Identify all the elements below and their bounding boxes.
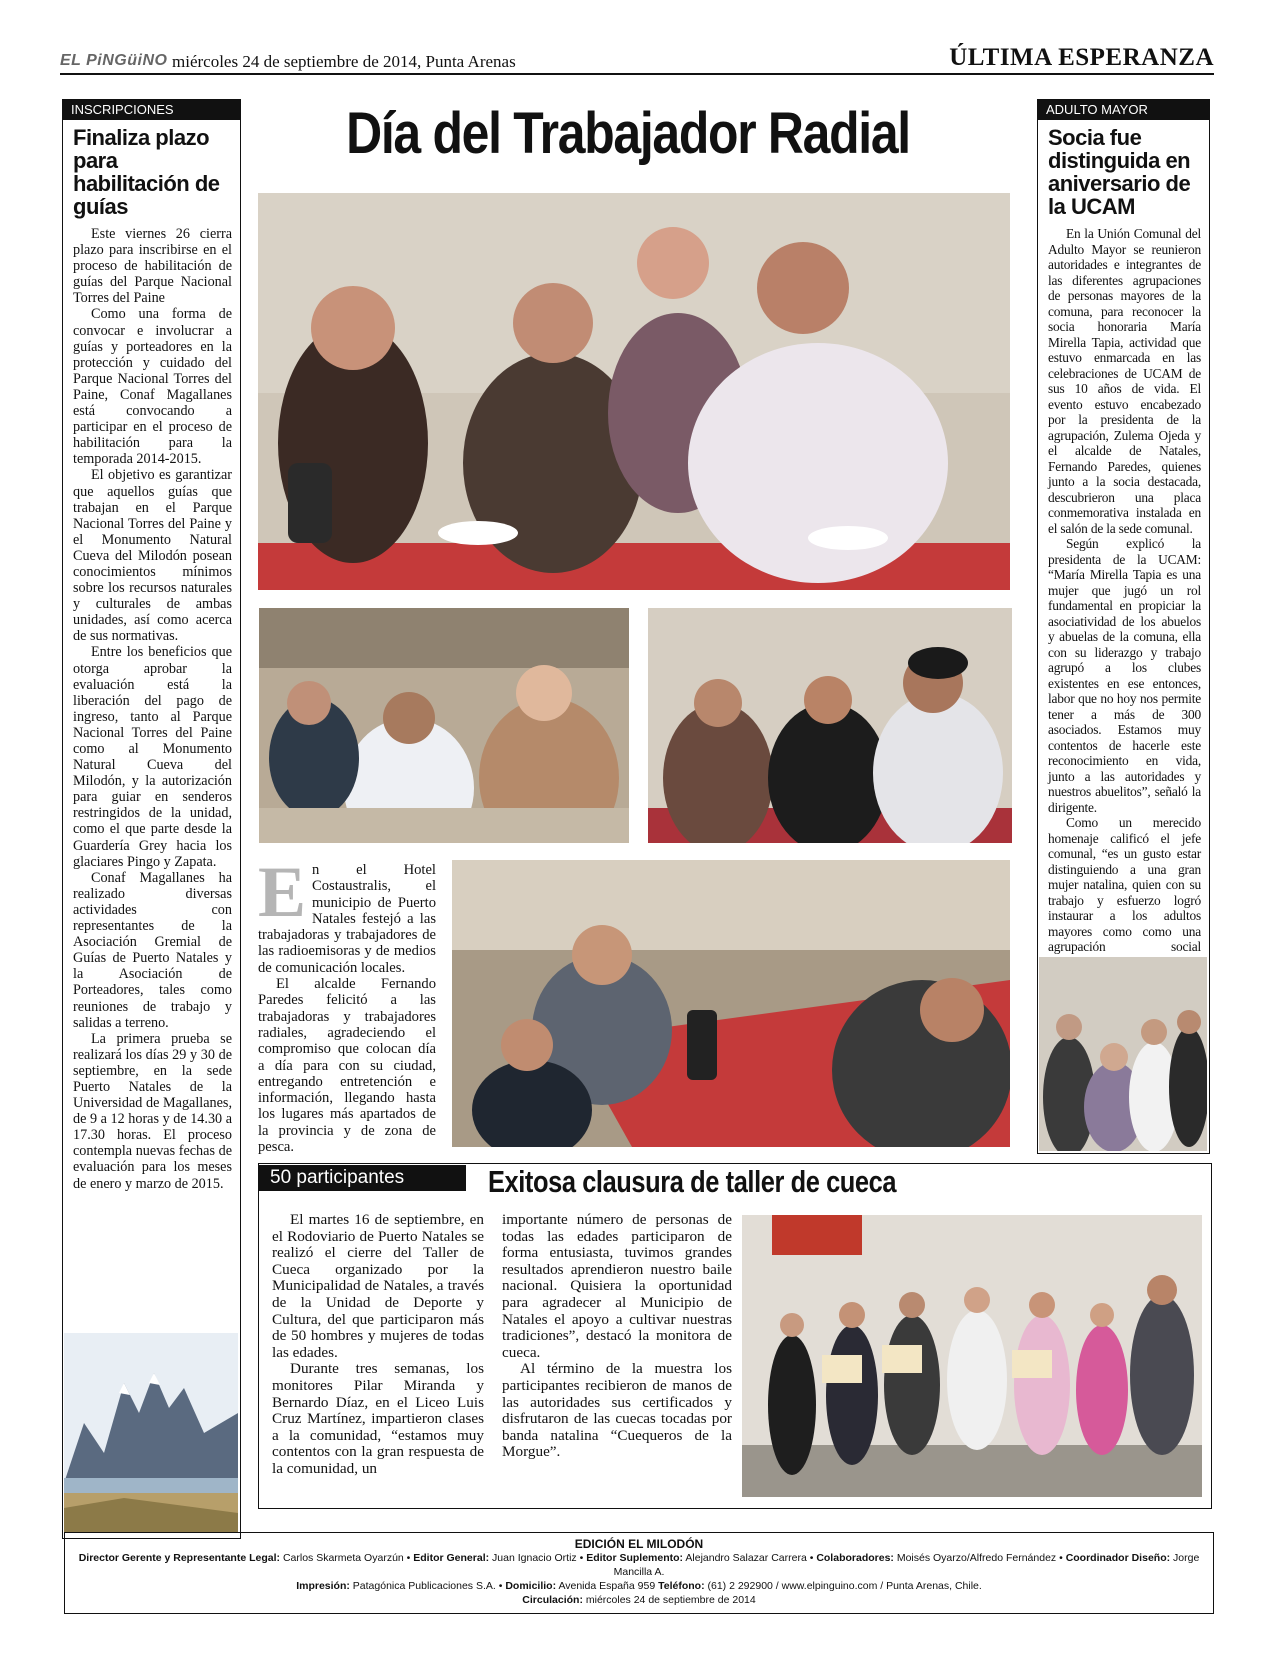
newspaper-logo: EL PiNGüiNO bbox=[60, 52, 168, 69]
event-photo-table bbox=[259, 608, 629, 843]
paragraph: Conaf Magallanes ha realizado diversas actividades con representantes de la Asociación Gremial de Guías de Puerto Natales y la Asociación de Porteadores, tales como reuniones de trabajo y salidas a terreno. bbox=[73, 869, 232, 1031]
credits-line-3 bbox=[65, 1593, 1213, 1607]
section-title: ÚLTIMA ESPERANZA bbox=[949, 44, 1214, 71]
credit-value: Patagónica Publicaciones S.A. bbox=[352, 1580, 496, 1592]
credit-value: Jorge Mancilla A. bbox=[613, 1552, 1200, 1578]
radio-day-article bbox=[258, 852, 436, 1156]
section-tag: INSCRIPCIONES bbox=[63, 100, 240, 120]
paragraph: El martes 16 de septiembre, en el Rodoviario de Puerto Natales se realizó el cierre del Taller de Cueca organizado por la Municipalidad de Natales, a través de la Unidad de Deporte y Cultura, del que participaron más de 50 hombres y mujeres de todas las edades. bbox=[272, 1211, 484, 1361]
credit-label: Director Gerente y Representante Legal: bbox=[78, 1552, 281, 1564]
credit-value: Avenida España 959 bbox=[558, 1580, 656, 1592]
ucam-article bbox=[1037, 99, 1210, 1154]
credit-label: Teléfono: bbox=[658, 1580, 705, 1592]
paragraph: Como un merecido homenaje calificó el jefe comunal, “es un gusto estar distinguiendo a una gran mujer natalina, quien con su trabajo y esfuerzo logró instaurar a los adultos mayores como como una agrupación social bbox=[1048, 815, 1201, 954]
credit-label: Colaboradores: bbox=[816, 1552, 894, 1564]
paragraph: La primera prueba se realizará los días 29 y 30 de septiembre, en la sede Puerto Natales de la Universidad de Magallanes, de 9 a 12 horas y de 14.30 a 17.30 horas. El proceso contempla nuevas fechas de evaluación para los meses de enero y marzo de 2015. bbox=[73, 1030, 232, 1192]
article-body bbox=[73, 226, 232, 1192]
credit-label: Editor Suplemento: bbox=[586, 1552, 684, 1564]
main-headline: Día del Trabajador Radial bbox=[346, 101, 910, 166]
paragraph: En la Unión Comunal del Adulto Mayor se reunieron autoridades e integrantes de las diferentes agrupaciones de personas mayores de la comuna, para reconocer la socia honoraria María Mirella Tapia, actividad que estuvo enmarcada en las celebraciones de UCAM de sus 10 años de vida. El evento estuvo encabezado por la presidenta de la agrupación, Zulema Ojeda y el alcalde de Natales, Fernando Paredes, quienes junto a la socia destacada, descubrieron una placa conmemorativa instalada en el salón de la sede comunal. bbox=[1048, 226, 1201, 536]
cueca-column-1 bbox=[272, 1212, 484, 1478]
credits-line-2: Impresión: Patagónica Publicaciones S.A. • Domicilio: Avenida España 959 Teléfono: (61) 2 292900 / www.elpinguino.com / Punta Arenas, Chile. bbox=[296, 1580, 982, 1592]
credit-label: Domicilio: bbox=[505, 1580, 557, 1592]
paragraph: El objetivo es garantizar que aquellos guías que trabajan en el Parque Nacional Torres del Paine y el Monumento Natural Cueva del Milodón posean conocimientos mínimos sobre los recursos naturales y culturales de ambas unidades, así como acerca de sus normativas. bbox=[73, 467, 232, 645]
credit-value: Carlos Skarmeta Oyarzún bbox=[282, 1552, 404, 1564]
section-tag: 50 participantes bbox=[258, 1165, 466, 1191]
edition-title: EDICIÓN EL MILODÓN bbox=[574, 1537, 704, 1551]
paragraph: n el Hotel Costaustralis, el municipio de Puerto Natales festejó a las trabajadoras y trabajadores de las radioemisoras y de medios de comunicación locales. bbox=[258, 862, 436, 976]
credit-label: Editor General: bbox=[413, 1552, 490, 1564]
paragraph: Según explicó la presidenta de la UCAM: “María Mirella Tapia es una mujer que jugó un rol fundamental en propiciar la asociatividad de los abuelos y abuelas de la comuna, ella con su liderazgo y trabajo agrupó a los clubes existentes en ese entonces, labor que no hoy nos permite tener a más de 300 asociados. Estamos muy contentos de hacerle este reconocimiento en vida, junto a las autoridades y nuestros abuelitos”, señaló la dirigente. bbox=[1048, 536, 1201, 815]
paragraph: importante número de personas de todas las edades participaron de forma entusiasta, tuvimos grandes resultados aprendieron nuestro baile nacional. Quisiera la oportunidad para agradecer al Municipio de Natales el apoyo a cultivar nuestras tradiciones”, destacó la monitora de cueca. bbox=[502, 1211, 732, 1361]
credit-label: Impresión: bbox=[296, 1580, 350, 1592]
paragraph: Este viernes 26 cierra plazo para inscribirse en el proceso de habilitación de guías del Parque Nacional Torres del Paine bbox=[73, 226, 232, 307]
paragraph: Al término de la muestra los participantes recibieron de manos de las autoridades sus certificados y disfrutaron de las cuecas tocadas por banda natalina “Cuequeros de la Morgue”. bbox=[502, 1360, 732, 1461]
credit-value: (61) 2 292900 / www.elpinguino.com / Punta Arenas, Chile. bbox=[707, 1580, 982, 1592]
article-headline: Exitosa clausura de taller de cueca bbox=[488, 1164, 897, 1199]
masthead-footer bbox=[64, 1532, 1214, 1614]
cueca-graduates-photo bbox=[742, 1215, 1202, 1497]
event-photo-three-people bbox=[648, 608, 1012, 843]
torres-del-paine-photo bbox=[64, 1333, 238, 1533]
credit-value: Juan Ignacio Ortiz bbox=[492, 1552, 577, 1564]
credit-value: miércoles 24 de septiembre de 2014 bbox=[585, 1594, 756, 1606]
paragraph: Entre los beneficios que otorga aprobar la evaluación está la liberación del pago de ingreso, tanto al Parque Nacional Torres del Paine como al Monumento Natural Cueva del Milodón, y la autorización para guiar en senderos restringidos de la unidad, como el que parte desde la Guardería Grey hacia los glaciares Pingo y Zapata. bbox=[73, 644, 232, 870]
cueca-column-2 bbox=[502, 1212, 732, 1461]
paragraph: Durante tres semanas, los monitores Pilar Miranda y Bernardo Díaz, en el Liceo Luis Cruz Martínez, impartieron clases a la comunidad, “estamos muy contentos con la gran respuesta de la comunidad, un bbox=[272, 1360, 484, 1477]
guides-article bbox=[62, 99, 241, 1539]
article-body bbox=[1048, 226, 1201, 1001]
drop-cap: E bbox=[258, 852, 307, 932]
paragraph: Como una forma de convocar e involucrar a guías y porteadores en la protección y cuidado del Parque Nacional Torres del Paine, Conaf Magallanes está convocando a participar en el proceso de habilitación para la temporada 2014-2015. bbox=[73, 306, 232, 468]
event-photo-hall bbox=[452, 860, 1010, 1147]
paragraph: El alcalde Fernando Paredes felicitó a las trabajadoras y trabajadores radiales, agradeciendo el compromiso que colocan día a día para con su ciudad, entregando entretención e información, llegando hasta los lugares más apartados de la provincia y de zona de pesca. bbox=[258, 976, 436, 1156]
credits-line-1: Director Gerente y Representante Legal: Carlos Skarmeta Oyarzún • Editor General: Juan Ignacio Ortiz • Editor Suplemento: Alejandro Salazar Carrera • Colaboradores: Moisés Oyarzo/Alfredo Fernández • Coordinador Diseño: Jorge Mancilla A. bbox=[78, 1552, 1200, 1578]
credit-label: Coordinador Diseño: bbox=[1065, 1552, 1171, 1564]
credit-value: Moisés Oyarzo/Alfredo Fernández bbox=[896, 1552, 1057, 1564]
article-headline: Socia fue distinguida en aniversario de la UCAM bbox=[1048, 125, 1191, 219]
ucam-ceremony-photo bbox=[1039, 957, 1207, 1151]
article-headline: Finaliza plazo para habilitación de guías bbox=[73, 125, 220, 219]
header-rule bbox=[60, 73, 1214, 75]
section-tag: ADULTO MAYOR bbox=[1038, 100, 1209, 120]
issue-date: miércoles 24 de septiembre de 2014, Punta Arenas bbox=[172, 52, 516, 71]
radio-workers-group-photo bbox=[258, 193, 1010, 590]
credit-label: Circulación: bbox=[522, 1594, 583, 1606]
credit-value: Alejandro Salazar Carrera bbox=[685, 1552, 807, 1564]
